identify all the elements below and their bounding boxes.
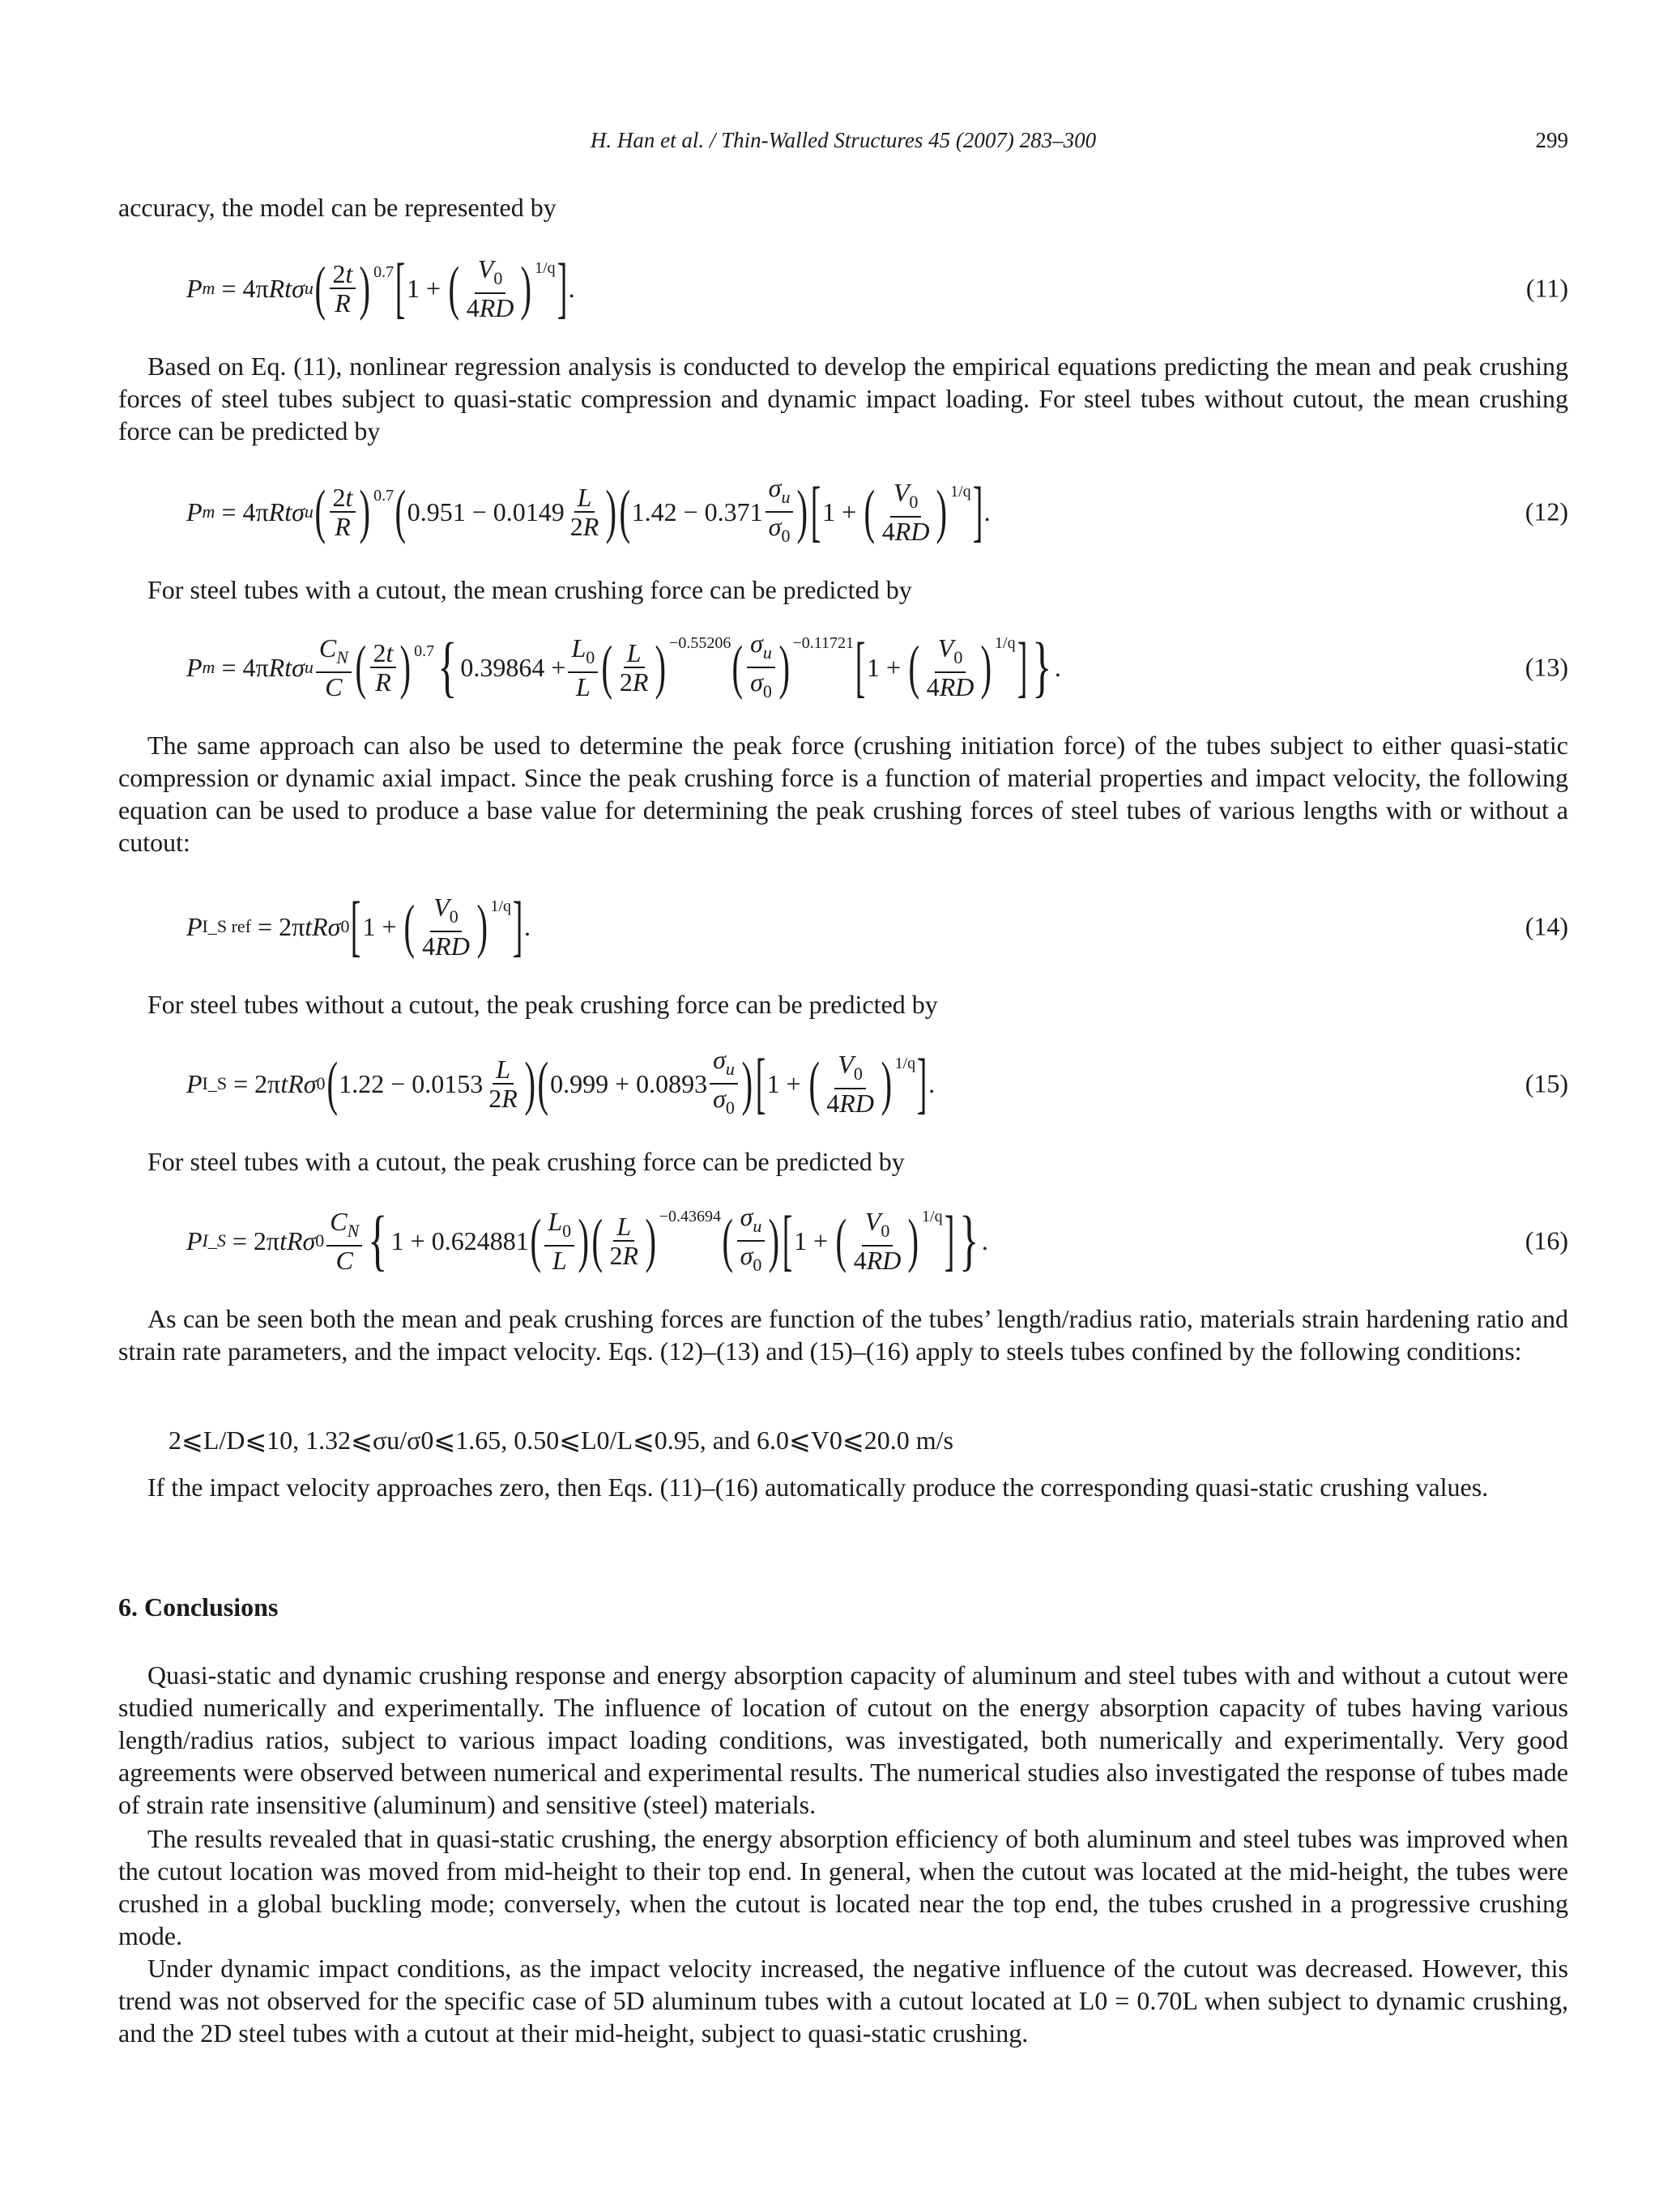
journal-citation: H. Han et al. / Thin-Walled Structures 45 (2007) 283–300: [590, 128, 1097, 152]
validity-conditions: 2⩽L/D⩽10, 1.32⩽σu/σ0⩽1.65, 0.50⩽L0/L⩽0.95, and 6.0⩽V0⩽20.0 m/s: [168, 1426, 953, 1455]
paragraph-parameters: As can be seen both the mean and peak crushing forces are function of the tubes’ length/radius ratio, materials strain hardening ratio and strain rate parameters, and the impact velocity. Eqs. (12)–(13) and (15)–(16) apply to steels tubes confined by the following conditions:: [118, 1304, 1568, 1366]
paragraph-quasi-static: If the impact velocity approaches zero, then Eqs. (11)–(16) automatically produce the corresponding quasi-static crushing values.: [147, 1473, 1489, 1502]
equation-15: [186, 1045, 1568, 1123]
equation-14: [186, 888, 1568, 965]
equation-11-number: (11): [1525, 273, 1568, 303]
paragraph-peak-force: The same approach can also be used to determine the peak force (crushing initiation force) of the tubes subject to either quasi-static compression or dynamic axial impact. Since the peak crushing force is a function of material properties and impact velocity, the following equation can be used to produce a base value for determining the peak crushing forces of steel tubes of various lengths with or without a cutout:: [118, 731, 1568, 857]
equation-11: [186, 249, 1568, 327]
equation-16: [186, 1202, 1568, 1280]
equation-12-body: P m = 4π Rtσ u ( $\frac{2t}{R}$ ) 0.7 ( 0.951 − 0.0149 $\frac{L}{2R}$ ) ( 1.42 − 0.371 $\frac{\sigma_u}{\sigma_0}$ ) [ 1 + ( $\frac{V_0}{4RD}$ ) 1/q ] .: [186, 473, 991, 549]
paragraph-conclusion-3: Under dynamic impact conditions, as the impact velocity increased, the negative influence of the cutout was decreased. However, this trend was not observed for the specific case of 5D aluminum tubes with a cutout located at L0 = 0.70L when subject to dynamic crushing, and the 2D steel tubes with a cutout at their mid-height, subject to quasi-static crushing.: [118, 1954, 1568, 2048]
equation-11-body: P m = 4π Rtσ u ( $\frac{2t}{R}$ ) 0.7 [ 1 + ( $\frac{V_0}{4RD}$ ) 1/q ] .: [186, 250, 575, 326]
equation-16-number: (16): [1525, 1225, 1568, 1255]
equation-13: [186, 629, 1568, 706]
section-heading-conclusions: 6. Conclusions: [118, 1592, 279, 1622]
paragraph-conclusion-2: The results revealed that in quasi-static crushing, the energy absorption efficiency of both aluminum and steel tubes was improved when the cutout location was moved from mid-height to their top end. In general, when the cutout was located at the mid-height, the tubes were crushed in a global buckling mode; conversely, when the cutout is located near the top end, the tubes crushed in a progressive crushing mode.: [118, 1824, 1568, 1950]
equation-14-number: (14): [1525, 911, 1568, 941]
running-header: [118, 128, 1568, 160]
equation-15-body: P I_S = 2π tRσ 0 ( 1.22 − 0.0153 $\frac{L}{2R}$ ) ( 0.999 + 0.0893 $\frac{\sigma_u}{\sigma_0}$ ) [ 1 + ( $\frac{V_0}{4RD}$ ) 1/q ] .: [186, 1045, 936, 1121]
paragraph-peak-cutout: For steel tubes with a cutout, the peak crushing force can be predicted by: [147, 1147, 905, 1176]
equation-13-number: (13): [1525, 652, 1568, 682]
paragraph-peak-no-cutout: For steel tubes without a cutout, the peak crushing force can be predicted by: [147, 990, 938, 1019]
paragraph-intro: accuracy, the model can be represented by: [118, 193, 557, 222]
page-number: 299: [1535, 128, 1568, 152]
equation-12: [186, 473, 1568, 551]
paragraph-regression: Based on Eq. (11), nonlinear regression analysis is conducted to develop the empirical equations predicting the mean and peak crushing forces of steel tubes subject to quasi-static compression and dynamic impact loading. For steel tubes without cutout, the mean crushing force can be predicted by: [118, 352, 1568, 445]
equation-15-number: (15): [1525, 1068, 1568, 1098]
paragraph-mean-cutout: For steel tubes with a cutout, the mean crushing force can be predicted by: [147, 575, 912, 604]
equation-14-body: P I_S ref = 2π tRσ 0 [ 1 + ( $\frac{V_0}{4RD}$ ) 1/q ] .: [186, 889, 531, 964]
paragraph-conclusion-1: Quasi-static and dynamic crushing response and energy absorption capacity of aluminum and steel tubes with and without a cutout were studied numerically and experimentally. The influence of location of cutout on the energy absorption capacity of tubes having various length/radius ratios, subject to various impact loading conditions, was investigated, both numerically and experimentally. Very good agreements were observed between numerical and experimental results. The numerical studies also investigated the response of tubes made of strain rate insensitive (aluminum) and sensitive (steel) materials.: [118, 1660, 1568, 1819]
equation-12-number: (12): [1525, 497, 1568, 526]
equation-16-body: P I_S = 2π tRσ 0 $\frac{C_N}{C}$ { 1 + 0.624881 ( $\frac{L_0}{L}$ ) ( $\frac{L}{2R}$ ) −0.43694 ( $\frac{\sigma_u}{\sigma_0}$ ) [ 1 + ( $\frac{V_0}{4RD}$ ) 1/q ] } .: [186, 1202, 988, 1278]
equation-13-body: P m = 4π Rtσ u $\frac{C_N}{C}$ ( $\frac{2t}{R}$ ) 0.7 { 0.39864 + $\frac{L_0}{L}$ ( $\frac{L}{2R}$ ) −0.55206 ( $\frac{\sigma_u}{\sigma_0}$ ) −0.11721 [ 1 + ( $\frac{V_0}{4RD}$ ) 1/q ] } .: [186, 629, 1061, 705]
